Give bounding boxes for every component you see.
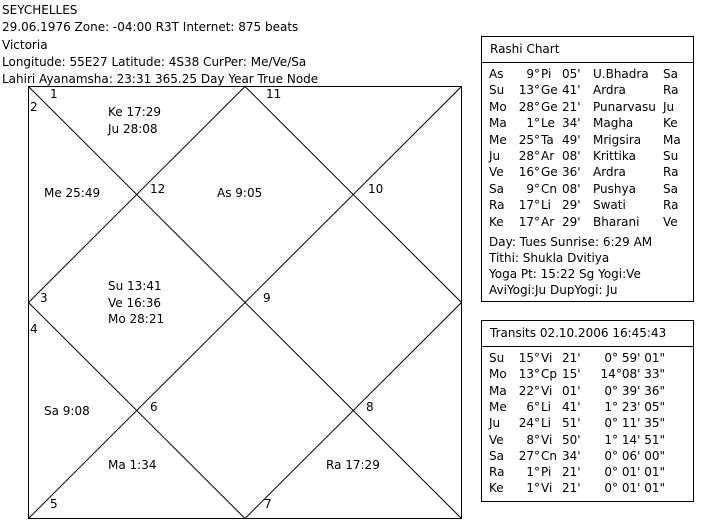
- transits-panel: [481, 320, 694, 502]
- rashi-yoga: Yoga Pt: 15:22 Sg Yogi:Ve: [489, 267, 641, 281]
- transit-planet: Ra: [489, 465, 505, 480]
- rashi-sign: Li: [541, 198, 552, 213]
- house-number-5: 5: [50, 497, 58, 511]
- header-place: SEYCHELLES: [2, 3, 78, 17]
- transit-degree: 24°: [518, 416, 540, 431]
- transit-sign: Vi: [541, 351, 553, 365]
- rashi-degree: 16°: [518, 165, 540, 180]
- rashi-lord: Ma: [663, 132, 681, 147]
- transit-planet: Ve: [489, 432, 504, 447]
- transit-minute: 21': [562, 351, 581, 365]
- transit-motion: 1° 23' 05": [604, 399, 665, 414]
- rashi-minute: 41': [562, 83, 581, 98]
- rashi-chart-panel: [481, 36, 694, 302]
- transit-motion: 0° 39' 36": [604, 383, 665, 398]
- rashi-minute: 34': [562, 116, 581, 131]
- transit-degree: 1°: [526, 481, 540, 496]
- house-number-9: 9: [263, 291, 271, 305]
- rashi-planet: Ma: [489, 116, 507, 131]
- rashi-lord: Ju: [663, 99, 675, 114]
- rashi-degree: 17°: [518, 198, 540, 213]
- rashi-degree: 9°: [526, 67, 540, 81]
- transit-sign: Cp: [541, 367, 557, 382]
- rashi-row: [482, 215, 693, 230]
- transit-degree: 1°: [526, 465, 540, 480]
- transit-row: [482, 416, 693, 431]
- rashi-degree: 1°: [526, 116, 540, 131]
- house-number-3: 3: [40, 291, 48, 305]
- transit-minute: 50': [562, 432, 581, 447]
- transit-sign: Vi: [541, 481, 553, 496]
- rashi-nakshatra: U.Bhadra: [593, 67, 649, 81]
- house-number-7: 7: [264, 497, 272, 511]
- rashi-row: [482, 165, 693, 180]
- rashi-nakshatra: Pushya: [593, 181, 636, 196]
- rashi-row: [482, 149, 693, 164]
- rashi-degree: 17°: [518, 214, 540, 229]
- rashi-degree: 25°: [518, 132, 540, 147]
- rashi-avayogi: AviYogi:Ju DupYogi: Ju: [489, 283, 618, 297]
- transit-row: [482, 384, 693, 399]
- house-number-10: 10: [368, 182, 384, 196]
- house-number-8: 8: [366, 400, 374, 414]
- transit-degree: 6°: [526, 399, 540, 414]
- transit-motion: 1° 14' 51": [604, 432, 665, 447]
- transit-row: [482, 433, 693, 448]
- rashi-sign: Ar: [541, 149, 555, 163]
- house-number-12: 12: [150, 182, 166, 196]
- rashi-planet: Ra: [489, 198, 505, 213]
- transit-minute: 21': [562, 481, 581, 496]
- rashi-planet: Me: [489, 132, 507, 147]
- planet-ascendant: As 9:05: [217, 186, 263, 200]
- house-number-6: 6: [150, 400, 158, 414]
- planet-venus: Ve 16:36: [108, 296, 162, 310]
- transit-degree: 13°: [518, 367, 540, 382]
- transit-motion: 0° 01' 01": [604, 481, 665, 496]
- planet-sun: Su 13:41: [108, 279, 162, 293]
- rashi-row: [482, 100, 693, 115]
- transit-minute: 15': [562, 367, 581, 382]
- house-number-4: 4: [30, 322, 38, 336]
- rashi-row: [482, 67, 693, 82]
- transit-row: [482, 400, 693, 415]
- transit-degree: 15°: [518, 351, 540, 365]
- rashi-row: [482, 116, 693, 131]
- rashi-minute: 08': [562, 181, 581, 196]
- transit-row: [482, 465, 693, 480]
- transit-degree: 8°: [526, 432, 540, 447]
- rashi-lord: Ra: [663, 165, 679, 180]
- transit-motion: 14°08' 33": [600, 367, 665, 382]
- rashi-degree: 28°: [518, 99, 540, 114]
- rashi-degree: 13°: [518, 83, 540, 98]
- transit-motion: 0° 01' 01": [604, 465, 665, 480]
- rashi-sign: Ar: [541, 214, 555, 229]
- rashi-sign: Ta: [541, 132, 554, 147]
- rashi-lord: Sa: [663, 181, 678, 196]
- rashi-minute: 36': [562, 165, 581, 180]
- rashi-degree: 9°: [526, 181, 540, 196]
- transit-row: [482, 449, 693, 464]
- rashi-tithi: Tithi: Shukla Dvitiya: [489, 251, 610, 265]
- transit-sign: Pi: [541, 465, 552, 480]
- rashi-nakshatra: Krittika: [593, 149, 636, 163]
- house-number-2: 2: [30, 100, 38, 114]
- header-city: Victoria: [2, 38, 48, 52]
- rashi-row: [482, 133, 693, 148]
- rashi-minute: 08': [562, 149, 581, 163]
- transit-planet: Su: [489, 351, 505, 365]
- rashi-nakshatra: Ardra: [593, 83, 626, 98]
- rashi-sign: Pi: [541, 67, 552, 81]
- rashi-minute: 29': [562, 198, 581, 213]
- rashi-planet: Ve: [489, 165, 504, 180]
- rashi-minute: 05': [562, 67, 581, 81]
- rashi-row: [482, 83, 693, 98]
- rashi-minute: 21': [562, 99, 581, 114]
- rashi-planet: Sa: [489, 181, 504, 196]
- rashi-planet: Mo: [489, 99, 507, 114]
- transit-minute: 41': [562, 399, 581, 414]
- transit-sign: Cn: [541, 448, 557, 463]
- rashi-row: [482, 198, 693, 213]
- transit-motion: 0° 59' 01": [604, 351, 665, 365]
- rashi-degree: 28°: [518, 149, 540, 163]
- transit-minute: 34': [562, 448, 581, 463]
- transit-degree: 27°: [518, 448, 540, 463]
- rashi-lord: Ra: [663, 83, 679, 98]
- header-ayanamsha: Lahiri Ayanamsha: 23:31 365.25 Day Year True Node: [2, 72, 319, 86]
- transit-planet: Ke: [489, 481, 504, 496]
- house-number-11: 11: [266, 87, 282, 101]
- transit-motion: 0° 11' 35": [604, 416, 665, 431]
- rashi-title-divider: [482, 62, 693, 63]
- transit-motion: 0° 06' 00": [604, 448, 665, 463]
- transit-sign: Li: [541, 399, 552, 414]
- transit-planet: Me: [489, 399, 507, 414]
- transit-planet: Mo: [489, 367, 507, 382]
- transit-minute: 21': [562, 465, 581, 480]
- rashi-nakshatra: Punarvasu: [593, 99, 656, 114]
- transit-planet: Ma: [489, 383, 507, 398]
- planet-mercury: Me 25:49: [44, 186, 101, 200]
- transit-minute: 01': [562, 383, 581, 398]
- rashi-planet: Ke: [489, 214, 504, 229]
- rashi-lord: Ke: [663, 116, 678, 131]
- planet-moon: Mo 28:21: [108, 312, 165, 326]
- transit-row: [482, 351, 693, 366]
- transits-title-divider: [482, 346, 693, 347]
- planet-jupiter: Ju 28:08: [108, 122, 158, 136]
- rashi-planet: Ju: [489, 149, 501, 163]
- planet-mars: Ma 1:34: [108, 458, 157, 472]
- rashi-nakshatra: Magha: [593, 116, 634, 131]
- rashi-planet: As: [489, 67, 504, 81]
- transit-row: [482, 367, 693, 382]
- rashi-sign: Ge: [541, 83, 558, 98]
- transit-planet: Ju: [489, 416, 501, 431]
- transit-sign: Li: [541, 416, 552, 431]
- rashi-minute: 29': [562, 214, 581, 229]
- rashi-lord: Sa: [663, 67, 678, 81]
- rashi-day-sunrise: Day: Tues Sunrise: 6:29 AM: [489, 235, 653, 249]
- transit-planet: Sa: [489, 448, 504, 463]
- planet-ketu: Ke 17:29: [108, 105, 162, 119]
- planet-rahu: Ra 17:29: [326, 458, 380, 472]
- rashi-nakshatra: Bharani: [593, 214, 640, 229]
- rashi-minute: 49': [562, 132, 581, 147]
- rashi-nakshatra: Ardra: [593, 165, 626, 180]
- rashi-nakshatra: Swati: [593, 198, 626, 213]
- rashi-lord: Ve: [663, 214, 678, 229]
- transit-degree: 22°: [518, 383, 540, 398]
- transits-title: Transits 02.10.2006 16:45:43: [490, 326, 667, 340]
- rashi-sign: Cn: [541, 181, 557, 196]
- rashi-nakshatra: Mrigsira: [593, 132, 642, 147]
- planet-saturn: Sa 9:08: [44, 404, 90, 418]
- house-number-1: 1: [50, 87, 58, 101]
- rashi-sign: Ge: [541, 99, 558, 114]
- transit-row: [482, 481, 693, 496]
- rashi-chart-title: Rashi Chart: [490, 42, 560, 56]
- header-birth-data: 29.06.1976 Zone: -04:00 R3T Internet: 875 beats: [2, 20, 299, 34]
- transit-sign: Vi: [541, 432, 553, 447]
- rashi-lord: Su: [663, 149, 679, 163]
- rashi-sign: Le: [541, 116, 555, 131]
- rashi-lord: Ra: [663, 198, 679, 213]
- rashi-planet: Su: [489, 83, 505, 98]
- header-coordinates: Longitude: 55E27 Latitude: 4S38 CurPer: Me/Ve/Sa: [2, 55, 307, 69]
- rashi-row: [482, 182, 693, 197]
- transit-sign: Vi: [541, 383, 553, 398]
- transit-minute: 51': [562, 416, 581, 431]
- rashi-sign: Ge: [541, 165, 558, 180]
